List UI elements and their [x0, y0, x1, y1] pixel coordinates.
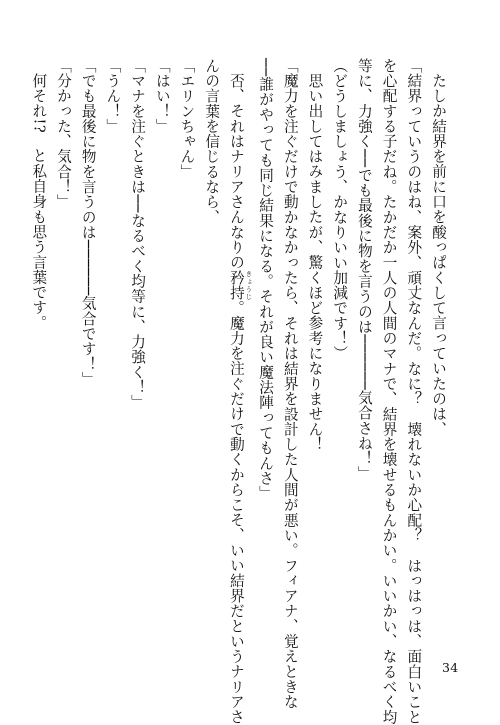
text-line: を心配する子だね。たかだか一人の人間のマナで、結界を壊せるもんかい。いいかい、なるべく均: [380, 58, 398, 725]
text-line: 否、それはナリアさんなりの矜持 きょうじ。魔力を注ぐだけで動くからこそ、いい結界だというナリアさ: [227, 72, 253, 725]
text-line: んの言葉を信じるなら、: [203, 58, 221, 225]
ruby-word: 矜持 きょうじ: [227, 269, 253, 300]
text-line: 「はい！」: [153, 58, 171, 134]
text-line: 等に、力強く──でも最後に物を言うのは──────気合さね！」: [355, 58, 373, 482]
text-line: 「分かった、気合！」: [54, 58, 72, 210]
ruby-reading: きょうじ: [244, 269, 253, 300]
text-line: 「うん！」: [104, 58, 122, 134]
text-line: 「エリンちゃん」: [178, 58, 196, 180]
vertical-text-block: [30, 58, 450, 725]
text-line: （どうしましょう、かなりいい加減です！）: [331, 58, 349, 361]
text-line: 「結界っていうのはね、案外、頑丈なんだ。なに？ 壊れないか心配？ はっはっは、面白いこと: [405, 58, 423, 725]
text-line: 何それ!? と私自身も思う言葉です。: [30, 72, 48, 330]
text-line: 「マナを注ぐときは──なるべく均等に、力強く！」: [129, 58, 147, 410]
text-line: 「でも最後に物を言うのは──────気合です！」: [79, 58, 97, 387]
text-line: たしか結界を前に口を酸っぱくして言っていたのは、: [430, 72, 447, 437]
text-line: ──誰がやっても同じ結果になる。それが良い魔法陣ってもんさ」: [257, 58, 275, 501]
text-line: 「魔力を注ぐだけで動かなかったら、それは結界を設計した人間が悪い。フィアナ、覚えときな: [281, 58, 299, 710]
page-number: 34: [442, 660, 459, 675]
text-line: 思い出してはみましたが、驚くほど参考になりません！: [306, 72, 324, 452]
